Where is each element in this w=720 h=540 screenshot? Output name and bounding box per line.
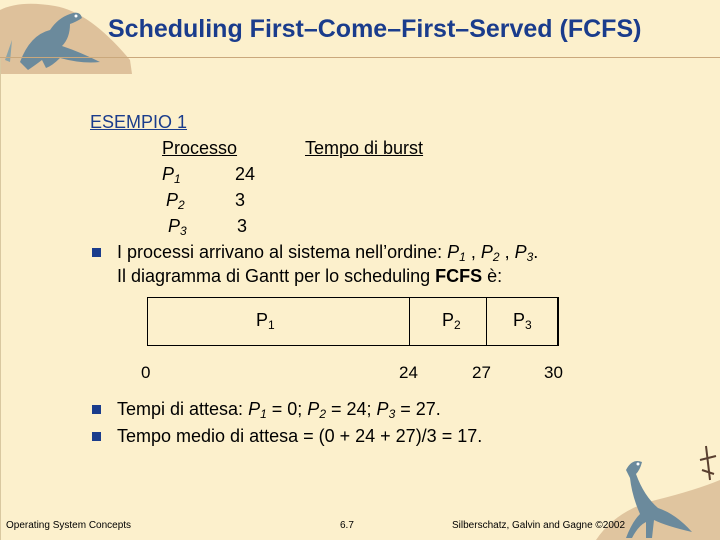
footer-book-title: Operating System Concepts (6, 520, 132, 531)
process-name-p2: $P_2$ (166, 190, 185, 212)
burst-value-p1: 24 (235, 164, 256, 184)
waiting-times-text: Tempi di attesa: $P_1 = 0$; $P_2 = 24$; $P_3 = 27$. (117, 399, 441, 421)
burst-value-p2: 3 (235, 190, 246, 210)
footer-page-number: 6.7 (340, 520, 354, 531)
process-column-header: Processo (162, 138, 238, 158)
gantt-divider (557, 297, 558, 346)
bullet-marker (92, 405, 101, 414)
gantt-segment-p2: $P_2$ (442, 310, 461, 332)
gantt-segment-p3: $P_3$ (513, 310, 532, 332)
gantt-divider (409, 297, 410, 346)
gantt-intro-text: Il diagramma di Gantt per lo scheduling FCFS è: (117, 266, 503, 286)
gantt-chart (147, 297, 559, 346)
process-name-p1: $P_1$ (162, 164, 181, 186)
gantt-divider (147, 297, 148, 346)
arrival-order-text: I processi arrivano al sistema nell’ordine: $P_1$ , $P_2$ , $P_3$. (117, 242, 539, 264)
page-title: Scheduling First–Come–First–Served (FCFS) (108, 15, 642, 43)
title-divider (0, 57, 720, 58)
average-waiting-text: Tempo medio di attesa = (0 + 24 + 27)/3 = 17. (117, 426, 483, 446)
bullet-marker (92, 432, 101, 441)
process-name-p3: $P_3$ (168, 216, 187, 238)
gantt-divider (486, 297, 487, 346)
gantt-tick-label: 0 (141, 363, 151, 382)
gantt-tick-label: 30 (544, 363, 563, 382)
example-heading: ESEMPIO 1 (90, 112, 188, 132)
footer-authors: Silberschatz, Galvin and Gagne ©2002 (452, 520, 626, 531)
gantt-tick-label: 24 (399, 363, 418, 382)
burst-column-header: Tempo di burst (305, 138, 424, 158)
burst-value-p3: 3 (237, 216, 248, 236)
bullet-marker (92, 248, 101, 257)
gantt-segment-p1: $P_1$ (256, 310, 275, 332)
left-border (0, 58, 1, 540)
gantt-tick-label: 27 (472, 363, 491, 382)
